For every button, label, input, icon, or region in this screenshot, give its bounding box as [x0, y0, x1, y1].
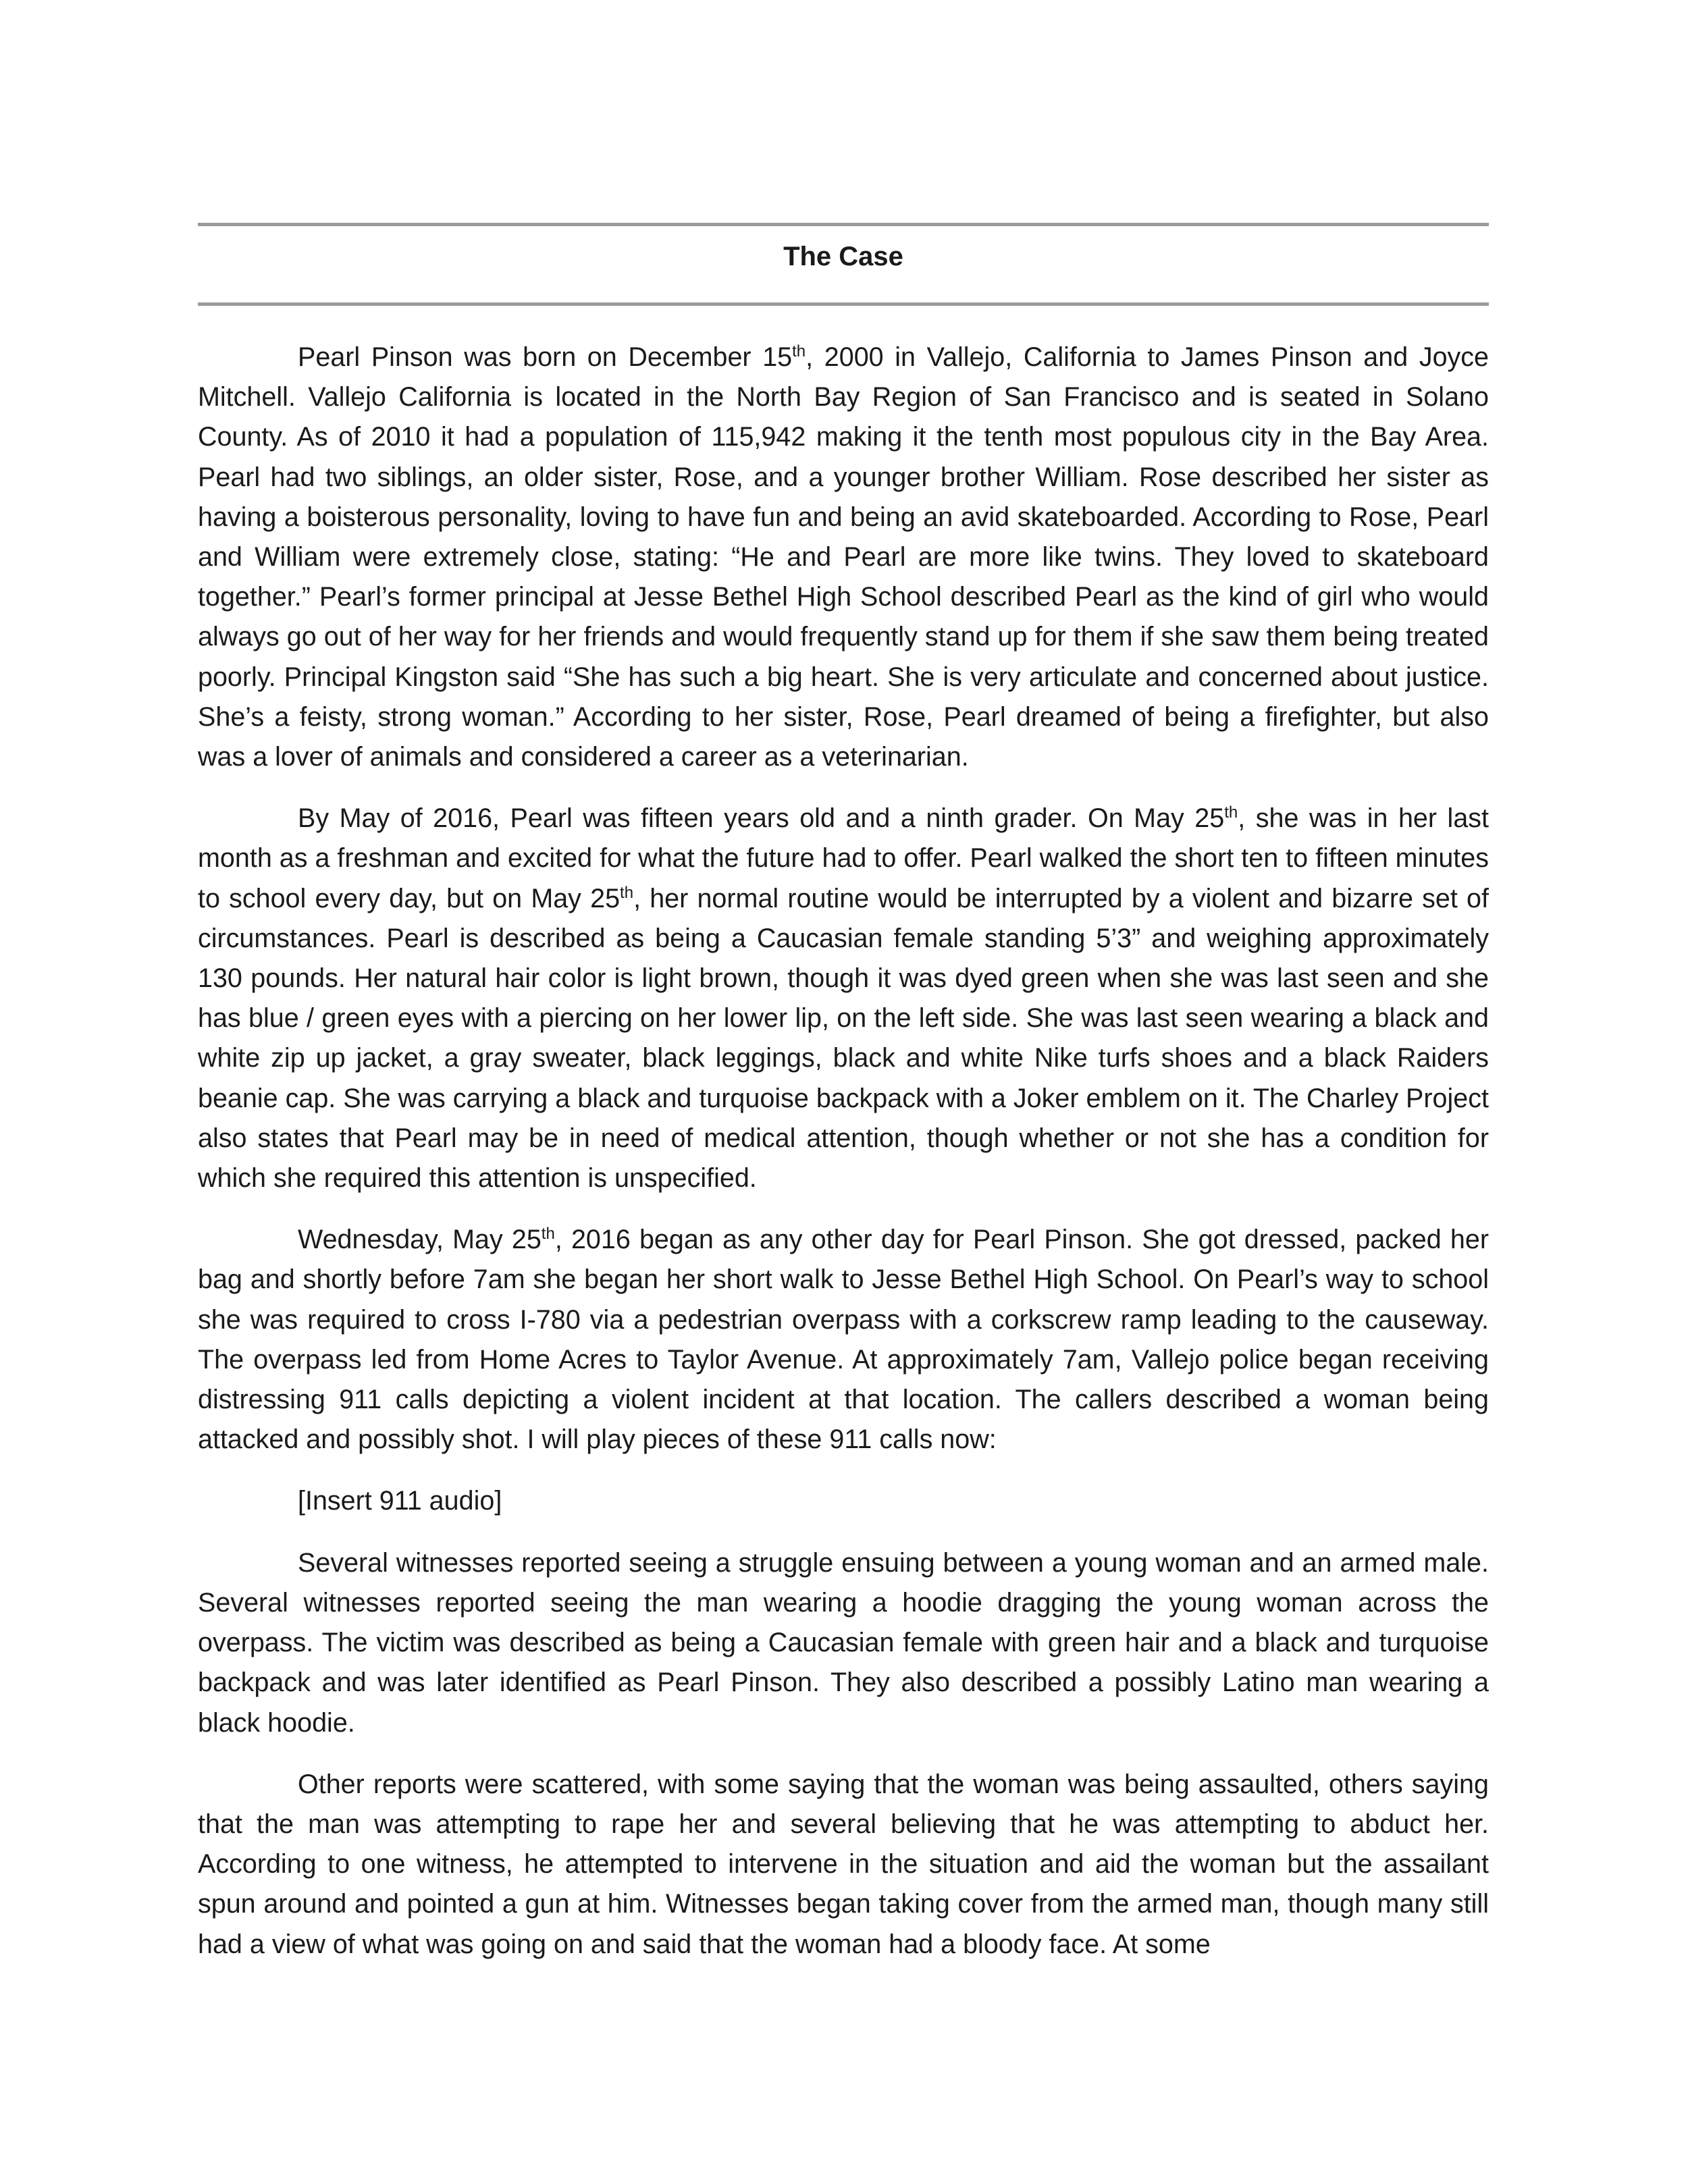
paragraph-3: Wednesday, May 25th, 2016 began as any other day for Pearl Pinson. She got dressed, packed her bag and shortly before 7am she began her short walk to Jesse Bethel High School. On Pearl’s way to school she was required to cross I-780 via a pedestrian overpass with a corkscrew ramp leading to the causeway. The overpass led from Home Acres to Taylor Avenue. At approximately 7am, Vallejo police began receiving distressing 911 calls depicting a violent incident at that location. The callers described a woman being attacked and possibly shot. I will play pieces of these 911 calls now:: [198, 1225, 1489, 1455]
title-rule-bottom: [198, 302, 1489, 306]
paragraph-1: Pearl Pinson was born on December 15th, 2000 in Vallejo, California to James Pinson and Joyce Mitchell. Vallejo California is located in the North Bay Region of San Francisco and is seated in Solano County. As of 2010 it had a population of 115,942 making it the tenth most populous city in the Bay Area. Pearl had two siblings, an older sister, Rose, and a younger brother William. Rose described her sister as having a boisterous personality, loving to have fun and being an avid skateboarded. According to Rose, Pearl and William were extremely close, stating: “He and Pearl are more like twins. They loved to skateboard together.” Pearl’s former principal at Jesse Bethel High School described Pearl as the kind of girl who would always go out of her way for her friends and would frequently stand up for them if she saw them being treated poorly. Principal Kingston said “She has such a big heart. She is very articulate and concerned about justice. She’s a feisty, strong woman.” According to her sister, Rose, Pearl dreamed of being a firefighter, but also was a lover of animals and considered a career as a veterinarian.: [198, 342, 1489, 772]
paragraph-5: Several witnesses reported seeing a struggle ensuing between a young woman and an armed male. Several witnesses reported seeing the man wearing a hoodie dragging the young woman across the overpass. The victim was described as being a Caucasian female with green hair and a black and turquoise backpack and was later identified as Pearl Pinson. They also described a possibly Latino man wearing a black hoodie.: [198, 1547, 1489, 1738]
document-body: [198, 338, 1489, 1965]
section-title: The Case: [783, 242, 903, 271]
paragraph-insert-audio: [Insert 911 audio]: [298, 1486, 502, 1516]
title-rule-top: [198, 223, 1489, 226]
paragraph-2: By May of 2016, Pearl was fifteen years old and a ninth grader. On May 25th, she was in her last month as a freshman and excited for what the future had to offer. Pearl walked the short ten to fifteen minutes to school every day, but on May 25th, her normal routine would be interrupted by a violent and bizarre set of circumstances. Pearl is described as being a Caucasian female standing 5’3” and weighing approximately 130 pounds. Her natural hair color is light brown, though it was dyed green when she was last seen and she has blue / green eyes with a piercing on her lower lip, on the left side. She was last seen wearing a black and white zip up jacket, a gray sweater, black leggings, black and white Nike turfs shoes and a black Raiders beanie cap. She was carrying a black and turquoise backpack with a Joker emblem on it. The Charley Project also states that Pearl may be in need of medical attention, though whether or not she has a condition for which she required this attention is unspecified.: [198, 803, 1489, 1194]
paragraph-6: Other reports were scattered, with some saying that the woman was being assaulted, others saying that the man was attempting to rape her and several believing that he was attempting to abduct her. According to one witness, he attempted to intervene in the situation and aid the woman but the assailant spun around and pointed a gun at him. Witnesses began taking cover from the armed man, though many still had a view of what was going on and said that the woman had a bloody face. At some: [198, 1769, 1489, 1959]
